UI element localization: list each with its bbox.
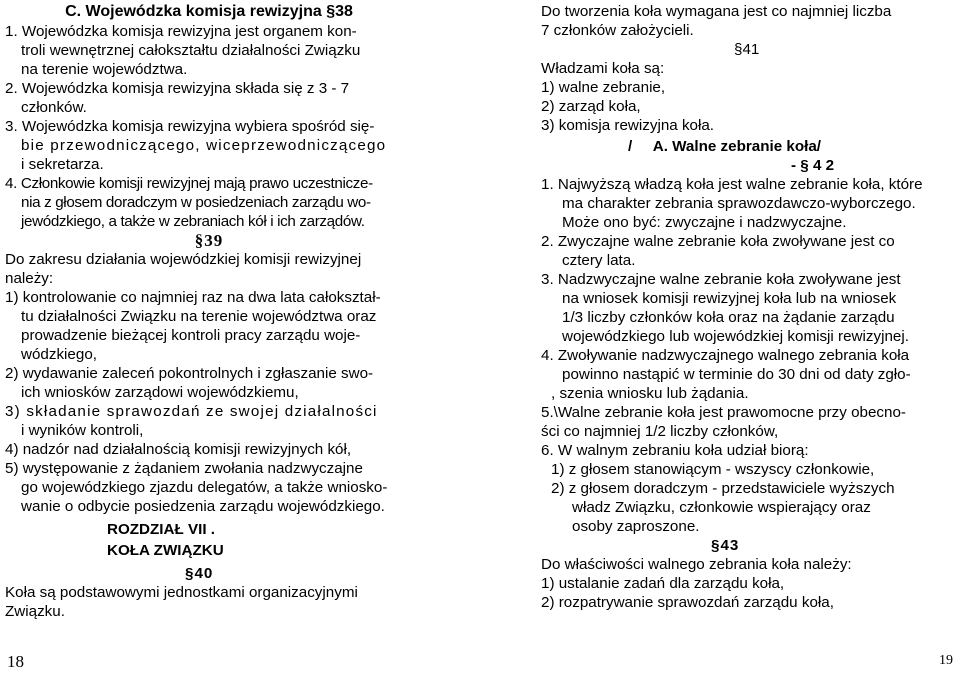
para-42-2-line2: cztery lata. (562, 252, 636, 269)
para-41-intro: Władzami koła są: (541, 60, 665, 77)
section-mark-42: - § 4 2 (791, 157, 835, 174)
para-40-cont-line1: Do tworzenia koła wymagana jest co najmniej liczba (541, 3, 892, 20)
para-42-1-line3: Może ono być: zwyczajne i nadzwyczajne. (562, 214, 847, 231)
para-42-1-line2: ma charakter zebrania sprawozdawczo-wyborczego. (562, 195, 916, 212)
item-39-5-line1: 5) występowanie z żądaniem zwołania nadzwyczajne (5, 460, 363, 477)
para-38-3-line3: i sekretarza. (21, 156, 104, 173)
item-39-4: 4) nadzór nad działalnością komisji rewizyjnych kół, (5, 441, 352, 458)
para-42-4-line1: 4. Zwoływanie nadzwyczajnego walnego zebrania koła (541, 347, 910, 364)
para-42-3-line3: 1/3 liczby członków koła oraz na żądanie zarządu (562, 309, 895, 326)
item-39-3-line2: i wyników kontroli, (21, 422, 144, 439)
item-39-2-line1: 2) wydawanie zaleceń pokontrolnych i zgłaszanie swo- (5, 365, 374, 382)
para-39-intro-line2: należy: (5, 270, 54, 287)
para-42-2-line1: 2. Zwyczajne walne zebranie koła zwoływane jest co (541, 233, 895, 250)
item-39-5-line3: wanie o odbycie posiedzenia zarządu wojewódzkiego. (21, 498, 385, 515)
chapter-title: KOŁA ZWIĄZKU (107, 542, 224, 559)
para-38-3-line1: 3. Wojewódzka komisja rewizyjna wybiera spośród się- (5, 118, 375, 135)
para-43-intro: Do właściwości walnego zebrania koła należy: (541, 556, 852, 573)
section-mark-39: §39 (194, 231, 224, 250)
para-38-2-line1: 2. Wojewódzka komisja rewizyjna składa się z 3 - 7 (5, 80, 350, 97)
para-42-4-line2: powinno nastąpić w terminie do 30 dni od daty zgło- (562, 366, 911, 383)
item-42-6-2-line1: 2) z głosem doradczym - przedstawiciele wyższych (551, 480, 895, 497)
section-title-c: C. Wojewódzka komisja rewizyjna §38 (65, 3, 353, 20)
para-38-4-line1: 4. Członkowie komisji rewizyjnej mają prawo uczestnicze- (5, 175, 373, 192)
item-39-1-line2: tu działalności Związku na terenie województwa oraz (21, 308, 377, 325)
item-43-2: 2) rozpatrywanie sprawozdań zarządu koła, (541, 594, 834, 611)
item-41-3: 3) komisja rewizyjna koła. (541, 117, 715, 134)
section-mark-43: §43 (711, 537, 740, 554)
item-42-6-1: 1) z głosem stanowiącym - wszyscy członkowie, (551, 461, 875, 478)
para-40-line2: Związku. (5, 603, 65, 620)
right-page-column (541, 2, 953, 612)
para-38-1-line1: 1. Wojewódzka komisja rewizyjna jest organem kon- (5, 23, 357, 40)
item-43-1: 1) ustalanie zadań dla zarządu koła, (541, 575, 785, 592)
item-42-6-2-line3: osoby zaproszone. (572, 518, 700, 535)
page-number-left: 18 (7, 652, 24, 671)
section-mark-40: §40 (185, 565, 214, 582)
item-39-1-line1: 1) kontrolowanie co najmniej raz na dwa lata całokształ- (5, 289, 381, 306)
para-42-5-line2: ści co najmniej 1/2 liczby członków, (541, 423, 779, 440)
para-42-3-line4: wojewódzkiego lub wojewódzkiej komisji rewizyjnej. (562, 328, 909, 345)
para-38-4-line3: jewódzkiego, a także w zebraniach kół i ich zarządów. (21, 213, 365, 230)
section-mark-41: §41 (734, 41, 760, 58)
para-38-1-line3: na terenie województwa. (21, 61, 188, 78)
para-40-cont-line2: 7 członków założycieli. (541, 22, 694, 39)
item-39-3-line1: 3) składanie sprawozdań ze swojej działalności (5, 403, 378, 420)
para-39-intro-line1: Do zakresu działania wojewódzkiej komisji rewizyjnej (5, 251, 362, 268)
para-42-5-line1: 5.\Walne zebranie koła jest prawomocne przy obecno- (541, 404, 906, 421)
item-39-1-line4: wódzkiego, (21, 346, 97, 363)
para-42-3-line1: 3. Nadzwyczajne walne zebranie koła zwoływane jest (541, 271, 901, 288)
para-38-3-line2: bie przewodniczącego, wiceprzewodniczącego (21, 137, 387, 154)
para-42-6-line1: 6. W walnym zebraniu koła udział biorą: (541, 442, 809, 459)
subsection-heading: / A. Walne zebranie koła/ (628, 138, 821, 155)
para-38-2-line2: członków. (21, 99, 87, 116)
item-41-2: 2) zarząd koła, (541, 98, 641, 115)
page-number-right: 19 (939, 653, 953, 668)
para-42-4-line3: , szenia wniosku lub żądania. (551, 385, 749, 402)
para-38-4-line2: nia z głosem doradczym w posiedzeniach zarządu wo- (21, 194, 371, 211)
para-40-line1: Koła są podstawowymi jednostkami organizacyjnymi (5, 584, 358, 601)
item-42-6-2-line2: władz Związku, członkowie wspierający oraz (572, 499, 871, 516)
para-42-3-line2: na wniosek komisji rewizyjnej koła lub na wniosek (562, 290, 897, 307)
item-39-1-line3: prowadzenie bieżącej kontroli pracy zarządu woje- (21, 327, 361, 344)
item-39-2-line2: ich wniosków zarządowi wojewódzkiemu, (21, 384, 299, 401)
left-page-column (5, 2, 413, 621)
para-42-1-line1: 1. Najwyższą władzą koła jest walne zebranie koła, które (541, 176, 923, 193)
item-41-1: 1) walne zebranie, (541, 79, 666, 96)
para-38-1-line2: troli wewnętrznej całokształtu działalności Związku (21, 42, 361, 59)
chapter-heading: ROZDZIAŁ VII . (107, 521, 215, 538)
item-39-5-line2: go wojewódzkiego zjazdu delegatów, a także wniosko- (21, 479, 388, 496)
